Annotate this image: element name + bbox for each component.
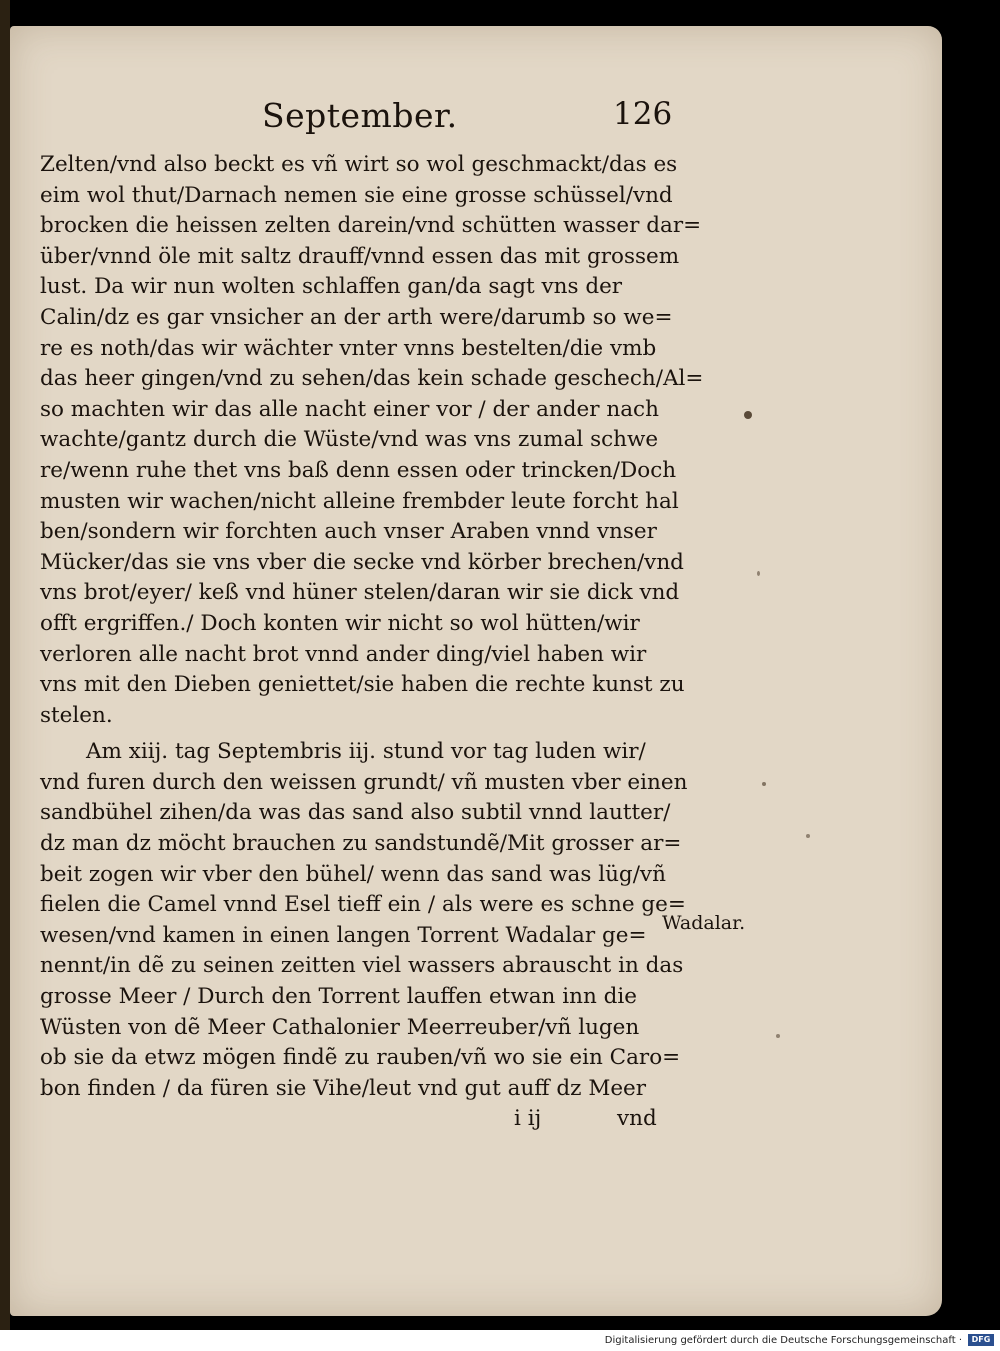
text-line: Mücker/das sie vns vber die secke vnd körber brechen/vnd: [40, 549, 684, 575]
book-page: [10, 26, 942, 1316]
running-head: September.: [262, 96, 458, 135]
text-line: musten wir wachen/nicht alleine frembder leute forcht hal: [40, 488, 679, 514]
text-line: eim wol thut/Darnach nemen sie eine grosse schüssel/vnd: [40, 182, 673, 208]
paper-spot: [762, 782, 766, 786]
text-line: wachte/gantz durch die Wüste/vnd was vns zumal schwe: [40, 427, 659, 453]
signature-mark: i ij: [514, 1106, 542, 1132]
text-line: Wüsten von dẽ Meer Cathalonier Meerreuber/vñ lugen: [40, 1014, 640, 1040]
folio-number: 126: [613, 96, 673, 132]
footer-credit: Digitalisierung gefördert durch die Deutsche Forschungsgemeinschaft ·: [604, 1335, 962, 1346]
paper-spot: [776, 1034, 780, 1038]
text-line: re es noth/das wir wächter vnter vnns bestelten/die vmb: [40, 335, 657, 361]
paper-spot: [744, 411, 752, 419]
text-line: fielen die Camel vnnd Esel tieff ein / als were es schne ge=: [40, 892, 686, 918]
text-line: re/wenn ruhe thet vns baß denn essen oder trincken/Doch: [40, 457, 677, 483]
text-line: ben/sondern wir forchten auch vnser Araben vnnd vnser: [40, 519, 657, 545]
text-line: so machten wir das alle nacht einer vor / der ander nach: [40, 396, 659, 422]
text-line: sandbühel zihen/da was das sand also subtil vnnd lautter/: [40, 800, 671, 826]
text-line: Calin/dz es gar vnsicher an der arth were/darumb so we=: [40, 304, 673, 330]
text-line: beit zogen wir vber den bühel/ wenn das sand was lüg/vñ: [40, 861, 666, 887]
dfg-logo: DFG: [968, 1334, 994, 1346]
text-line: vns brot/eyer/ keß vnd hüner stelen/daran wir sie dick vnd: [40, 580, 680, 606]
text-line: das heer gingen/vnd zu sehen/das kein schade geschech/Al=: [40, 366, 704, 392]
text-line: ob sie da etwz mögen findẽ zu rauben/vñ wo sie ein Caro=: [40, 1045, 681, 1071]
text-line: vnd furen durch den weissen grundt/ vñ musten vber einen: [40, 769, 688, 795]
text-line: brocken die heissen zelten darein/vnd schütten wasser dar=: [40, 213, 702, 239]
adjacent-page-edge: [0, 0, 10, 1330]
text-line: dz man dz möcht brauchen zu sandstundẽ/Mit grosser ar=: [40, 831, 682, 857]
text-line: nennt/in dẽ zu seinen zeitten viel wassers abrauscht in das: [40, 953, 684, 979]
text-line: grosse Meer / Durch den Torrent lauffen etwan inn die: [40, 984, 637, 1010]
catchword: vnd: [617, 1106, 657, 1132]
paper-spot: [757, 571, 760, 576]
text-line: bon finden / da füren sie Vihe/leut vnd gut auff dz Meer: [40, 1075, 647, 1101]
page-header: [10, 96, 942, 146]
text-line: vns mit den Dieben geniettet/sie haben die rechte kunst zu: [40, 672, 685, 698]
body-text: [40, 150, 704, 1136]
text-line: über/vnnd öle mit saltz drauff/vnnd essen das mit grossem: [40, 243, 680, 269]
paragraph-first-line: Am xiij. tag Septembris iij. stund vor tag luden wir/: [86, 739, 646, 765]
marginal-note: Wadalar.: [662, 912, 746, 934]
text-line: Zelten/vnd also beckt es vñ wirt so wol geschmackt/das es: [40, 152, 678, 177]
text-line: offt ergriffen./ Doch konten wir nicht so wol hütten/wir: [40, 610, 640, 636]
text-line: verloren alle nacht brot vnnd ander ding/viel haben wir: [40, 641, 647, 667]
text-line: lust. Da wir nun wolten schlaffen gan/da sagt vns der: [40, 274, 623, 300]
text-line: stelen.: [40, 702, 113, 728]
paper-spot: [806, 834, 810, 838]
signature-row: [40, 1104, 670, 1136]
text-line: wesen/vnd kamen in einen langen Torrent Wadalar ge=: [40, 922, 647, 948]
